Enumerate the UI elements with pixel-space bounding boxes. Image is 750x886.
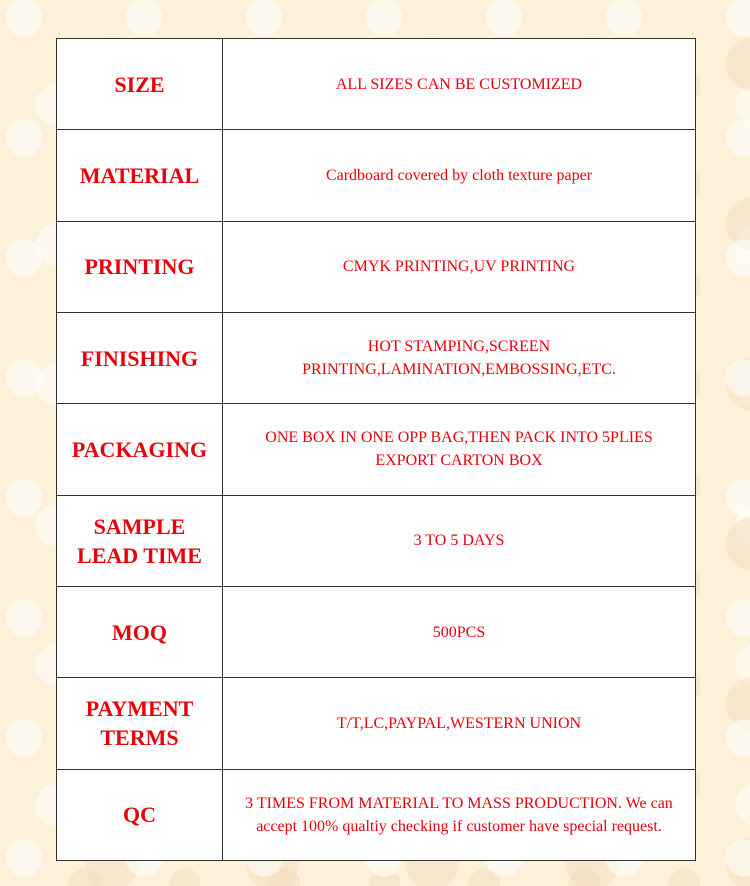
row-value	[223, 312, 696, 403]
table-row-qc	[57, 769, 696, 860]
row-label-text: PACKAGING	[71, 436, 208, 462]
table-row-printing	[57, 221, 696, 312]
row-value-text: 3 TIMES FROM MATERIAL TO MASS PRODUCTION. We can accept 100% qualtiy checking if customer have special request.	[245, 794, 673, 835]
row-value-text: 500PCS	[432, 623, 486, 641]
row-value-text: ONE BOX IN ONE OPP BAG,THEN PACK INTO 5PLIES EXPORT CARTON BOX	[265, 429, 653, 470]
row-label-text: SAMPLE LEAD TIME	[77, 513, 202, 568]
row-label	[57, 404, 223, 495]
row-value-text: HOT STAMPING,SCREEN PRINTING,LAMINATION,EMBOSSING,ETC.	[302, 338, 616, 379]
row-value	[223, 769, 696, 860]
row-value	[223, 39, 696, 130]
table-row-moq	[57, 586, 696, 677]
row-label-text: PAYMENT TERMS	[85, 696, 194, 751]
row-label	[57, 678, 223, 769]
table-row-size	[57, 39, 696, 130]
table-row-material	[57, 130, 696, 221]
table-row-finishing	[57, 312, 696, 403]
row-value-text: ALL SIZES CAN BE CUSTOMIZED	[335, 75, 583, 93]
row-label-text: MATERIAL	[79, 162, 200, 188]
table-row-packaging	[57, 404, 696, 495]
product-spec-table	[56, 38, 696, 861]
table-row-sample-lead-time	[57, 495, 696, 586]
row-label-text: PRINTING	[84, 254, 195, 280]
row-value-text: CMYK PRINTING,UV PRINTING	[342, 258, 576, 276]
row-label	[57, 312, 223, 403]
row-label-text: FINISHING	[80, 345, 199, 371]
row-value-text: 3 TO 5 DAYS	[413, 532, 505, 550]
row-label	[57, 221, 223, 312]
row-value	[223, 495, 696, 586]
row-value-text: T/T,LC,PAYPAL,WESTERN UNION	[336, 714, 582, 732]
row-value	[223, 130, 696, 221]
row-value-text: Cardboard covered by cloth texture paper	[325, 166, 593, 184]
table-row-payment-terms	[57, 678, 696, 769]
row-label-text: SIZE	[114, 71, 165, 97]
row-value	[223, 221, 696, 312]
row-label	[57, 586, 223, 677]
row-label-text: MOQ	[112, 619, 167, 645]
row-value	[223, 586, 696, 677]
row-label	[57, 495, 223, 586]
row-value	[223, 404, 696, 495]
row-label-text: QC	[123, 802, 156, 828]
row-value	[223, 678, 696, 769]
row-label	[57, 39, 223, 130]
row-label	[57, 130, 223, 221]
row-label	[57, 769, 223, 860]
